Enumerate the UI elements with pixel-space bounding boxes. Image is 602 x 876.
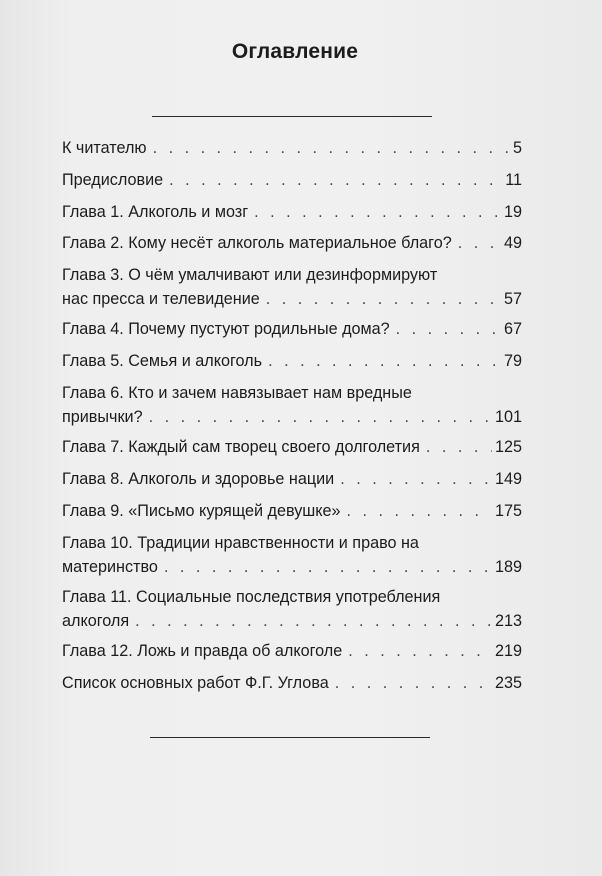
toc-entry-title: Глава 7. Каждый сам творец своего долголетия (62, 438, 420, 456)
toc-entry-page: 149 (494, 470, 522, 488)
toc-entry-page: 125 (494, 438, 522, 456)
toc-entry[interactable] (62, 467, 522, 491)
dot-leader (340, 467, 492, 491)
dot-leader (164, 555, 492, 579)
toc-entry-title-line1: Глава 6. Кто и зачем навязывает нам вредные (62, 384, 412, 402)
dot-leader (347, 499, 492, 523)
top-divider (152, 116, 432, 117)
dot-leader (169, 168, 502, 192)
toc-entry-page: 11 (505, 171, 522, 189)
bottom-divider (150, 737, 430, 738)
dot-leader (268, 349, 501, 373)
toc-entry[interactable] (62, 317, 522, 341)
toc-entry-title: Глава 9. «Письмо курящей девушке» (62, 502, 341, 520)
toc-entry-title-line1: Глава 3. О чём умалчивают или дезинформируют (62, 266, 438, 284)
toc-entry-title-line1: Глава 10. Традиции нравственности и право на (62, 534, 419, 552)
dot-leader (348, 639, 492, 663)
toc-entry-page: 213 (494, 612, 522, 630)
toc-entry-title: материнство (62, 558, 158, 576)
toc-entry-title: Глава 1. Алкоголь и мозг (62, 203, 249, 221)
toc-entry-title: Глава 2. Кому несёт алкоголь материальное благо? (62, 234, 452, 252)
dot-leader (458, 231, 501, 255)
toc-entry[interactable] (62, 381, 522, 429)
toc-entry[interactable] (62, 671, 522, 695)
toc-entry-page: 175 (494, 502, 522, 520)
toc-entry-page: 79 (503, 352, 522, 370)
toc-entry[interactable] (62, 231, 522, 255)
toc-entry-title: привычки? (62, 408, 143, 426)
toc-entry-title: К читателю (62, 139, 147, 157)
toc-entry-title: Глава 5. Семья и алкоголь (62, 352, 263, 370)
toc-entry-page: 57 (503, 290, 522, 308)
toc-entry[interactable] (62, 168, 522, 192)
toc-entry-page: 235 (494, 674, 522, 692)
dot-leader (135, 609, 492, 633)
toc-entry[interactable] (62, 136, 522, 160)
toc-entry[interactable] (62, 435, 522, 459)
toc-entry[interactable] (62, 585, 522, 633)
toc-entry[interactable] (62, 499, 522, 523)
toc-entry-page: 49 (503, 234, 522, 252)
toc-entry[interactable] (62, 531, 522, 579)
toc-entry-title: нас пресса и телевидение (62, 290, 260, 308)
dot-leader (266, 287, 501, 311)
toc-entry[interactable] (62, 200, 522, 224)
toc-entry[interactable] (62, 639, 522, 663)
toc-entry-title: Глава 4. Почему пустуют родильные дома? (62, 320, 390, 338)
toc-entry-page: 19 (503, 203, 522, 221)
toc-entry-title: Глава 8. Алкоголь и здоровье нации (62, 470, 335, 488)
page-title: Оглавление (231, 40, 359, 63)
toc-entry-title: Глава 12. Ложь и правда об алкоголе (62, 642, 343, 660)
dot-leader (149, 405, 492, 429)
dot-leader (335, 671, 492, 695)
toc-entry-page: 5 (512, 139, 522, 157)
toc-entry[interactable] (62, 349, 522, 373)
toc-entry-title: Предисловие (62, 171, 164, 189)
toc-entry-page: 189 (494, 558, 522, 576)
dot-leader (426, 435, 492, 459)
toc-entry-title: алкоголя (62, 612, 130, 630)
toc-entry-page: 219 (494, 642, 522, 660)
dot-leader (396, 317, 501, 341)
toc-entry[interactable] (62, 263, 522, 311)
toc-entry-title-line1: Глава 11. Социальные последствия употребления (62, 588, 441, 606)
dot-leader (153, 136, 510, 160)
toc-entry-page: 101 (494, 408, 522, 426)
toc-entry-page: 67 (503, 320, 522, 338)
toc-entry-title: Список основных работ Ф.Г. Углова (62, 674, 329, 692)
dot-leader (254, 200, 501, 224)
